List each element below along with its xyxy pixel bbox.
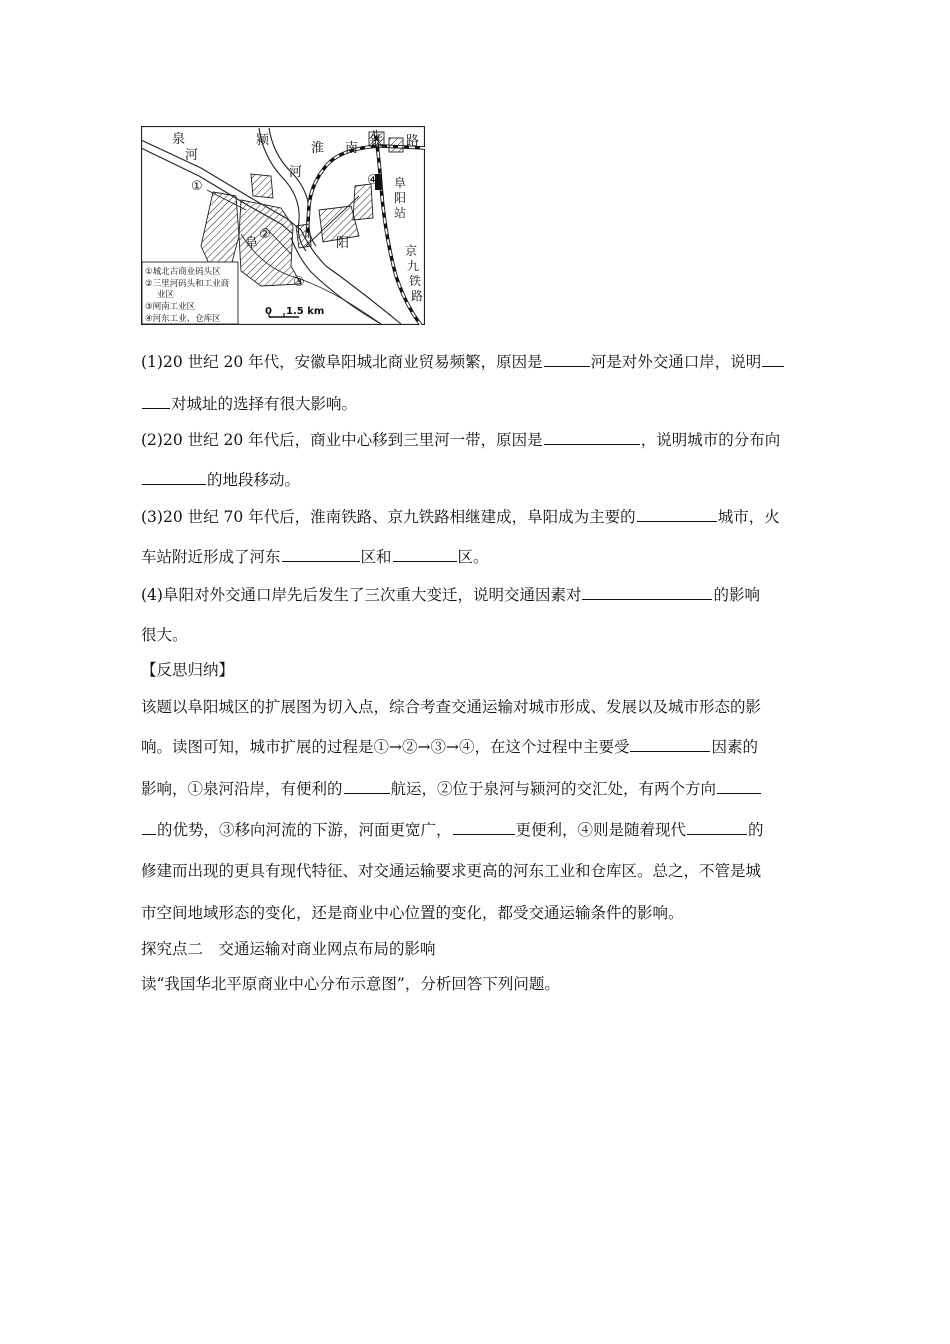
answer-blank[interactable]: [544, 429, 640, 445]
reflection-heading: 【反思归纳】: [141, 661, 235, 679]
reflection-line-3: 影响，①泉河沿岸，有便利的 航运，②位于泉河与颍河的交汇处，有两个方向: [141, 778, 813, 800]
question-4-line-2: 很大。: [141, 626, 188, 644]
section-2-title: 探究点二 交通运输对商业网点布局的影响: [141, 940, 436, 958]
map-label-jingjiu-3: 铁: [409, 274, 422, 288]
reflection-line-2: 响。读图可知，城市扩展的过程是①→②→③→④，在这个过程中主要受 因素的: [141, 738, 758, 756]
answer-blank[interactable]: [453, 819, 515, 835]
question-3-line-1: (3)20 世纪 70 年代后，淮南铁路、京九铁路相继建成，阜阳成为主要的 城市，火: [141, 508, 780, 526]
map-label-station-1: 阜: [394, 176, 407, 190]
map-label-he: 河: [185, 148, 199, 163]
district-4-ne: [389, 138, 403, 152]
map-label-ying: 颍: [256, 133, 270, 148]
question-3-line-2: 车站附近形成了河东 区和 区。: [141, 548, 489, 566]
section-2-intro: 读“我国华北平原商业中心分布示意图”，分析回答下列问题。: [141, 975, 560, 993]
answer-blank[interactable]: [544, 351, 590, 367]
answer-blank[interactable]: [142, 393, 170, 409]
question-4-line-1: (4)阜阳对外交通口岸先后发生了三次重大变迁，说明交通因素对 的影响: [141, 586, 760, 604]
map-label-jingjiu-2: 九: [407, 259, 420, 273]
map-marker-1: ①: [191, 179, 203, 194]
question-1-line-2: 对城址的选择有很大影响。: [141, 393, 813, 415]
scale-value: 1.5 km: [286, 306, 325, 317]
district-3: [296, 224, 311, 248]
legend-item-2: ②三里河码头和工业商: [145, 279, 230, 289]
legend-item-3: ③闸南工业区: [145, 302, 196, 312]
answer-blank[interactable]: [717, 778, 761, 794]
map-marker-3: ③: [293, 275, 305, 290]
legend-item-2-cont: 业区: [157, 290, 175, 300]
district-2-north: [251, 174, 273, 198]
map-label-quan: 泉: [172, 132, 186, 147]
map-marker-2: ②: [259, 227, 271, 242]
answer-blank[interactable]: [687, 819, 747, 835]
reflection-line-1: 该题以阜阳城区的扩展图为切入点，综合考查交通运输对城市形成、发展以及城市形态的影: [141, 698, 762, 716]
question-2-line-1: (2)20 世纪 20 年代后，商业中心移到三里河一带，原因是 ，说明城市的分布向: [141, 431, 781, 449]
reflection-line-6: 市空间地域形态的变化，还是商业中心位置的变化，都受交通运输条件的影响。: [141, 904, 684, 922]
answer-blank[interactable]: [582, 584, 712, 600]
answer-blank[interactable]: [142, 819, 156, 835]
district-4: [353, 184, 373, 220]
map-label-huai: 淮: [311, 141, 325, 156]
reflection-line-4: 的优势，③移向河流的下游，河面更宽广， 更便利，④则是随着现代 的: [141, 819, 813, 841]
answer-blank[interactable]: [142, 469, 206, 485]
map-label-yang: 阳: [336, 236, 350, 251]
legend-item-4: ④河东工业、仓库区: [145, 314, 221, 324]
map-label-fu: 阜: [245, 236, 259, 251]
answer-blank[interactable]: [282, 546, 360, 562]
legend-item-1: ①城北古商业码头区: [145, 267, 221, 277]
answer-blank[interactable]: [762, 351, 784, 367]
map-label-lu: 路: [406, 134, 420, 149]
map-label-jingjiu-1: 京: [405, 244, 418, 258]
map-marker-4: ④: [367, 173, 379, 188]
scale-zero: 0: [265, 306, 272, 317]
answer-blank[interactable]: [344, 778, 390, 794]
map-label-station-3: 站: [394, 206, 407, 220]
reflection-line-5: 修建而出现的更具有现代特征、对交通运输要求更高的河东工业和仓库区。总之，不管是城: [141, 862, 762, 880]
answer-blank[interactable]: [630, 736, 710, 752]
map-label-station-2: 阳: [394, 191, 407, 205]
map-label-nan: 南: [345, 141, 359, 156]
map-label-tie: 铁: [370, 134, 384, 149]
answer-blank[interactable]: [637, 506, 717, 522]
fuyang-expansion-map: [141, 126, 425, 325]
answer-blank[interactable]: [393, 546, 457, 562]
question-1-line-1: (1)20 世纪 20 年代，安徽阜阳城北商业贸易频繁，原因是 河是对外交通口岸，说明: [141, 351, 813, 373]
map-label-he-ying: 河: [289, 165, 303, 180]
map-label-jingjiu-4: 路: [411, 289, 424, 303]
question-2-line-2: 的地段移动。: [141, 469, 813, 491]
